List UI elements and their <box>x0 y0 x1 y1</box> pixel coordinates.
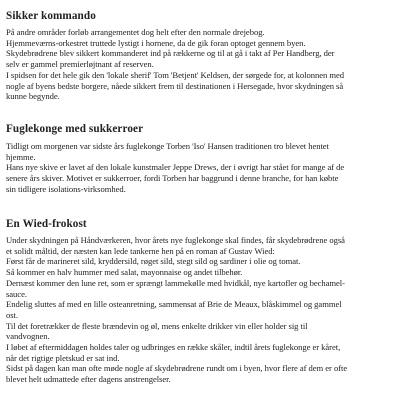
paragraph <box>6 235 416 385</box>
text-line: Så kommer en halv hummer med salat, mayonnaise og andet tilbehør. <box>6 267 243 278</box>
text-line: når det rigtige pletskud er sat ind. <box>6 352 120 363</box>
text-line: I løbet af eftermiddagen holdes taler og udbringes en række skåler, indtil årets fuglekonge er kåret, <box>6 342 341 353</box>
text-line: Under skydningen på Håndværkeren, hvor årets nye fuglekonge skal findes, får skydebrødrene også <box>6 235 345 245</box>
text-line: Skydebrødrene blev sikkert kommanderet ind på rækkerne og til at gå i takt af Per Handberg, der <box>6 48 335 59</box>
section-heading: En Wied-frokost <box>6 218 87 230</box>
section-en-wied-frokost <box>6 218 416 385</box>
text-line: På andre områder forløb arrangementet dog helt efter den normale drejebog. <box>6 27 265 37</box>
text-line: Først får de marineret sild, kryddersild, røget sild, stegt sild og sardiner i olie og tomat. <box>6 256 301 267</box>
section-heading: Sikker kommando <box>6 10 96 22</box>
text-line: Sidst på dagen kan man ofte møde nogle af skydebrødrene rundt om i byen, hvor flere af dem er ofte <box>6 363 348 374</box>
text-line: Hans nye skive er lavet af den lokale kunstmaler Jeppe Drews, der i øvrigt har stået for mange af de <box>6 162 345 173</box>
text-line: vandvognen. <box>6 331 50 342</box>
section-sikker-kommando <box>6 10 416 102</box>
text-line: Endelig sluttes af med en lille osteanretning, sammensat af Brie de Meaux, blåskimmel og gammel <box>6 299 342 310</box>
text-line: nogle af byens bedste borgere, nåede sikkert frem til destinationen i Hersegade, hvor skydningen så <box>6 80 344 91</box>
text-line: Til det foretrækker de fleste brændevin og øl, mens enkelte drikker vin eller holder sig til <box>6 320 308 331</box>
text-line: et solidt måltid, der næsten kan lede tankerne hen på en roman af Gustav Wied: <box>6 245 275 256</box>
section-fuglekonge-med-sukkerroer <box>6 123 416 195</box>
text-line: selv er gammel premierløjtnant af reserven. <box>6 59 154 70</box>
text-line: senere års skiver. Motivet er sukkerroer, fordi Torben har baggrund i denne branche, for han købte <box>6 173 339 184</box>
text-line: ost. <box>6 309 18 320</box>
text-line: Dernæst kommer den lune ret, som er sprængt lammekølle med hvidkål, nye kartofler og bechamel- <box>6 277 345 288</box>
text-line: blevet helt udmattede efter dagens anstrengelser. <box>6 374 171 385</box>
text-line: kunne begynde. <box>6 91 60 102</box>
text-line: hjemme. <box>6 151 36 162</box>
paragraph <box>6 27 416 102</box>
paragraph <box>6 141 416 195</box>
text-line: Tidligt om morgenen var sidste års fuglekonge Torben 'Iso' Hansen traditionen tro blevet hentet <box>6 141 329 151</box>
text-line: I spidsen for det hele gik den 'lokale sherif' Tom 'Betjent' Keldsen, der sørgede for, at kolonnen med <box>6 69 344 80</box>
text-line: sauce. <box>6 288 27 299</box>
text-line: Hjemmeværns-orkestret truttede lystigt i hornene, da de gik foran optoget gennem byen. <box>6 37 306 48</box>
text-line: sin tidligere isolations-virksomhed. <box>6 183 126 194</box>
section-heading: Fuglekonge med sukkerroer <box>6 123 144 135</box>
